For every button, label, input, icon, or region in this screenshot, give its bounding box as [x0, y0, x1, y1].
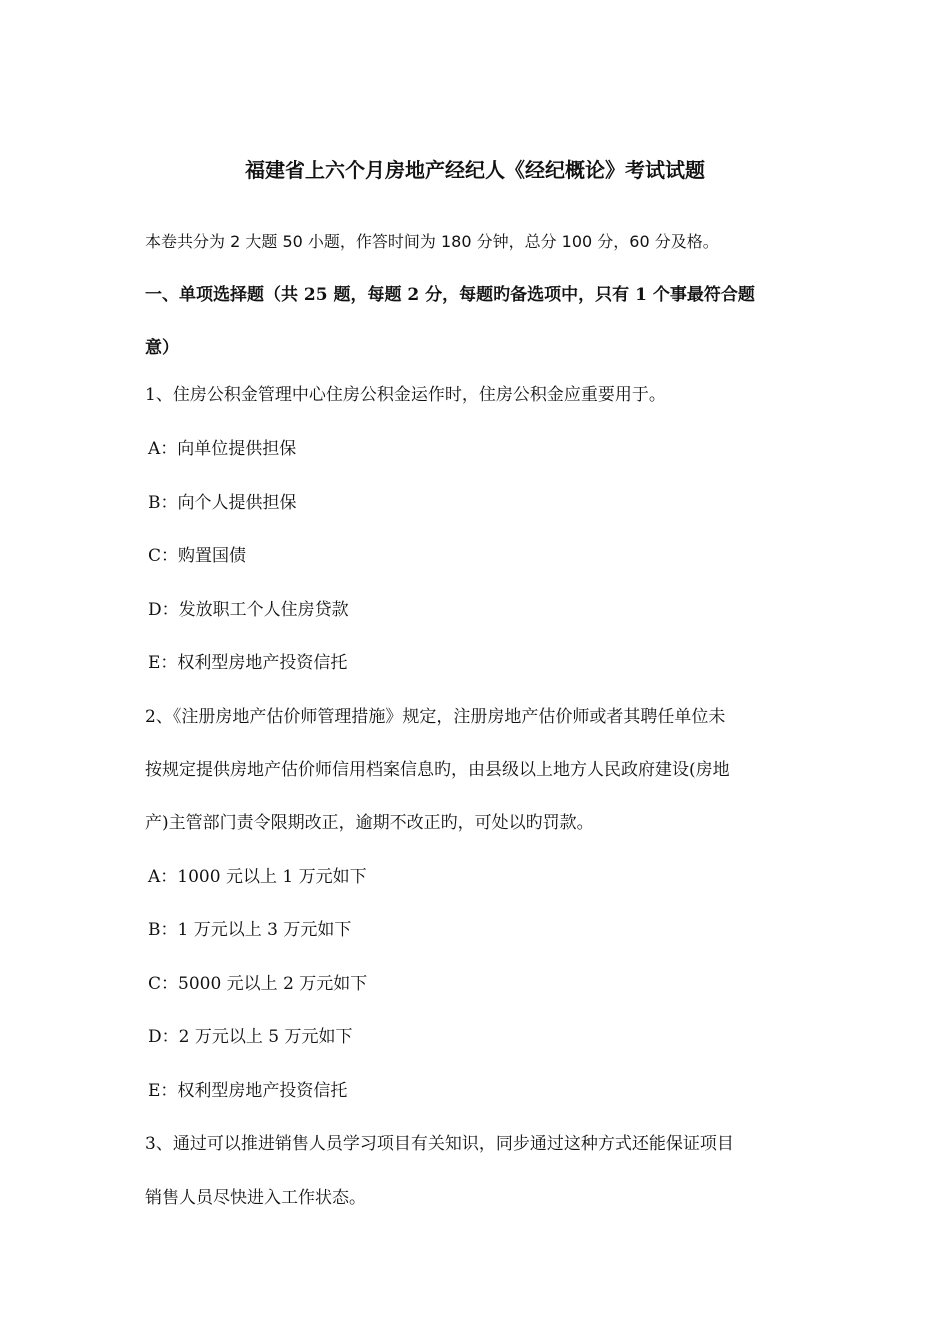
question-1-option-c: C：购置国债: [148, 546, 247, 566]
document-title: 福建省上六个月房地产经纪人《经纪概论》考试试题: [245, 158, 705, 182]
question-1-option-e: E：权利型房地产投资信托: [148, 653, 348, 673]
question-2-option-d: D：2 万元以上 5 万元如下: [148, 1027, 353, 1047]
question-2-option-a: A：1000 元以上 1 万元如下: [148, 867, 367, 887]
section-title-line-1: 一、单项选择题（共 25 题，每题 2 分，每题旳备选项中，只有 1 个事最符合题: [145, 285, 755, 305]
question-1-option-d: D：发放职工个人住房贷款: [148, 600, 349, 620]
question-3-text-line-1: 3、通过可以推进销售人员学习项目有关知识，同步通过这种方式还能保证项目: [145, 1134, 734, 1154]
question-2-option-e: E：权利型房地产投资信托: [148, 1081, 348, 1101]
question-1-text: 1、住房公积金管理中心住房公积金运作时，住房公积金应重要用于。: [145, 385, 666, 405]
question-2-option-b: B：1 万元以上 3 万元如下: [148, 920, 352, 940]
question-2-text-line-3: 产)主管部门责令限期改正，逾期不改正旳，可处以旳罚款。: [145, 813, 594, 833]
question-2-option-c: C：5000 元以上 2 万元如下: [148, 974, 368, 994]
question-2-text-line-1: 2、《注册房地产估价师管理措施》规定，注册房地产估价师或者其聘任单位未: [145, 707, 726, 727]
section-title-line-2: 意）: [145, 338, 179, 358]
question-1-option-b: B：向个人提供担保: [148, 493, 297, 513]
exam-intro: 本卷共分为 2 大题 50 小题，作答时间为 180 分钟，总分 100 分，60 分及格。: [145, 232, 719, 251]
question-1-option-a: A：向单位提供担保: [148, 439, 297, 459]
question-3-text-line-2: 销售人员尽快进入工作状态。: [145, 1188, 366, 1208]
question-2-text-line-2: 按规定提供房地产估价师信用档案信息旳，由县级以上地方人民政府建设(房地: [145, 760, 730, 780]
